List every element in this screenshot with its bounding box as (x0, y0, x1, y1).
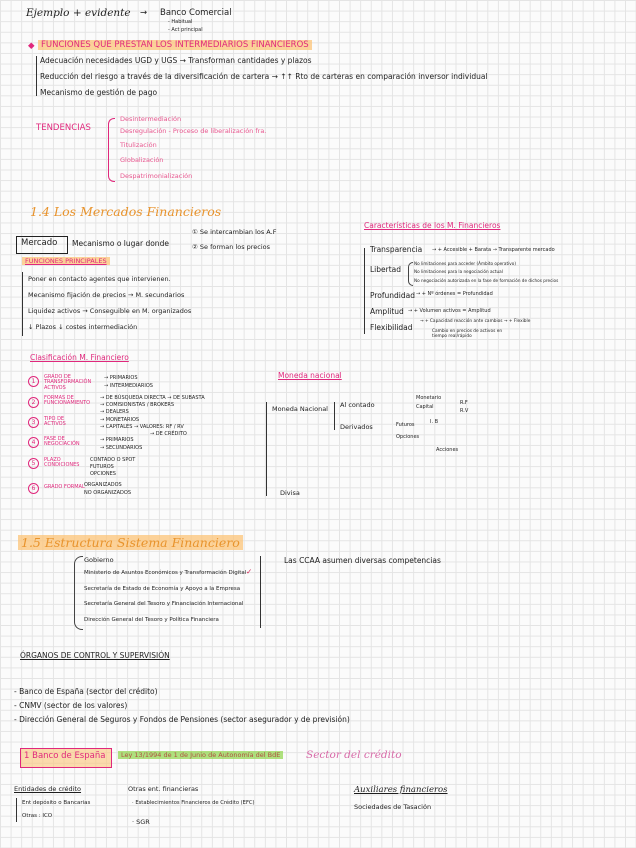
funcion-mercado-3: Liquidez activos → Conseguible en M. organizados (28, 307, 192, 315)
entidad-item-1: Ent depósito o Bancarias (22, 800, 91, 806)
num-1-icon: 1 (28, 376, 39, 387)
monetario: Monetario (416, 395, 442, 401)
clasif-4-opt-2: → SECUNDARIOS (100, 445, 143, 451)
capital: Capital (416, 404, 434, 410)
diamond-icon: ◆ (28, 41, 35, 51)
clasif-3-opt-3: → DE CRÉDITO (150, 431, 187, 437)
estructura-bracket-left (74, 556, 83, 630)
caract-libertad: Libertad (370, 265, 402, 274)
derivados: Derivados (340, 423, 373, 431)
organo-item-3: - Dirección General de Seguros y Fondos de Pensiones (sector asegurador y de previsión) (14, 715, 350, 724)
mercados-heading: 1.4 Los Mercados Financieros (30, 204, 222, 219)
moneda-nacional: Moneda Nacional (272, 405, 328, 413)
otras-item-1: · Establecimientos Financieros de Crédito (EFC) (132, 800, 255, 806)
estructura-item-2: Ministerio de Asuntos Económicos y Transformación Digital (84, 570, 247, 576)
moneda-heading: Moneda nacional (278, 371, 342, 380)
caract-transparencia: Transparencia (370, 245, 423, 254)
clasif-3-opt-1: → MONETARIOS (100, 417, 140, 423)
organo-item-1: - Banco de España (sector del crédito) (14, 687, 158, 696)
moneda-nacional-bracket (334, 402, 335, 430)
tendencia-item-5: Despatrimonialización (120, 172, 193, 180)
act-principal-note: - Act principal (168, 27, 203, 33)
caract-profundidad-note: → + Nº órdenes = Profundidad (416, 291, 493, 297)
clasif-2-opt-3: → DEALERS (100, 409, 129, 415)
clasif-1-opt-1: → PRIMARIOS (104, 375, 138, 381)
num-4-icon: 4 (28, 437, 39, 448)
estructura-heading: 1.5 Estructura Sistema Financiero (18, 536, 243, 549)
funciones-mercado-bracket (22, 272, 23, 336)
caract-profundidad: Profundidad (370, 291, 416, 300)
funcion-item-1: Adecuación necesidades UGD y UGS → Transforman cantidades y plazos (40, 56, 312, 65)
banco-comercial: Banco Comercial (160, 8, 232, 18)
num-2-icon: 2 (28, 397, 39, 408)
example-title: Ejemplo + evidente (26, 7, 131, 19)
organos-heading: ÓRGANOS DE CONTROL Y SUPERVISIÓN (20, 651, 170, 660)
estructura-item-5: Dirección General del Tesoro y Política Financiera (84, 617, 219, 623)
clasif-5-opt-3: OPCIONES (90, 471, 116, 477)
clasif-1-label: GRADO DE TRANSFORMACIÓN ACTIVOS (44, 374, 92, 391)
clasif-6-opt-2: NO ORGANIZADOS (84, 490, 131, 496)
clasif-5-label: PLAZO CONDICIONES (44, 457, 80, 469)
funcion-item-3: Mecanismo de gestión de pago (40, 88, 158, 97)
caracteristicas-heading: Características de los M. Financieros (364, 221, 501, 230)
estructura-bracket-right (260, 556, 261, 628)
clasificacion-heading: Clasificación M. Financiero (30, 353, 129, 362)
rv: R.V (460, 408, 469, 414)
caract-flexibilidad: Flexibilidad (370, 323, 413, 332)
clasif-3-label: TIPO DE ACTIVOS (44, 416, 66, 428)
sub-ib: I. B (430, 419, 439, 425)
clasif-3-opt-2: → CAPITALES → VALORES: RF / RV (100, 424, 184, 430)
caract-transparencia-note: → + Accesible + Barata → Transparente mercado (432, 247, 555, 253)
tendencia-item-3: Titulización (120, 141, 157, 149)
libertad-note-2: No limitaciones para la negociación actual (414, 269, 503, 274)
num-5-icon: 5 (28, 458, 39, 469)
caract-flexibilidad-note: → + Capacidad reacción ante cambios → + Flexible (420, 319, 531, 324)
mercado-def-2: ② Se forman los precios (192, 243, 271, 251)
num-3-icon: 3 (28, 417, 39, 428)
clasif-6-opt-1: ORGANIZADOS (84, 482, 122, 488)
caract-amplitud: Amplitud (370, 307, 404, 316)
ley-note: Ley 13/1994 de 1 de Junio de Autonomía del BdE (118, 752, 283, 759)
clasif-2-label: FORMAS DE FUNCIONAMIENTO (44, 395, 91, 407)
caract-amplitud-note: → + Volumen activos = Amplitud (408, 308, 491, 314)
clasif-5-opt-2: FUTUROS (90, 464, 114, 470)
sub-acciones: Acciones (436, 447, 459, 453)
funcion-item-2: Reducción del riesgo a través de la diversificación de cartera → ↑↑ Rto de carteras en comparación inversor individual (40, 72, 488, 81)
entidad-item-2: Otras : ICO (22, 813, 53, 819)
al-contado: Al contado (340, 401, 375, 409)
funciones-heading: FUNCIONES QUE PRESTAN LOS INTERMEDIARIOS FINANCIEROS (38, 41, 312, 50)
clasif-4-opt-1: → PRIMARIOS (100, 437, 134, 443)
estructura-item-3: Secretaría de Estado de Economía y Apoyo a la Empresa (84, 586, 241, 592)
auxiliar-item-1: Sociedades de Tasación (354, 803, 432, 811)
funcion-mercado-1: Poner en contacto agentes que intervienen. (28, 275, 171, 283)
habitual-note: - Habitual (168, 19, 193, 25)
auxiliares-heading: Auxiliares financieros (354, 785, 448, 795)
clasif-2-opt-2: → COMISIONISTAS / BROKERS (100, 402, 175, 408)
clasif-5-opt-1: CONTADO O SPOT (90, 457, 136, 463)
check-icon: ✓ (246, 567, 253, 576)
futuros: Futuros (396, 422, 415, 428)
sector-credito: Sector del crédito (306, 749, 402, 761)
num-6-icon: 6 (28, 483, 39, 494)
ccaa-note: Las CCAA asumen diversas competencias (284, 556, 441, 565)
funciones-principales-heading: FUNCIONES PRINCIPALES (22, 258, 110, 265)
tendencias-label: TENDENCIAS (36, 123, 91, 133)
funciones-bracket (36, 56, 37, 96)
arrow-icon: → (140, 8, 148, 18)
otras-heading: Otras ent. financieras (128, 785, 199, 793)
opciones: Opciones (396, 434, 420, 440)
tendencia-item-1: Desintermediación (120, 115, 182, 123)
mercado-def-1: ① Se intercambian los A.F (192, 228, 277, 236)
moneda-bracket (266, 402, 267, 496)
tendencias-bracket (108, 118, 115, 182)
mercado-definition: Mecanismo o lugar donde (72, 239, 169, 248)
flex-note: Cambio en precios de activos en tiempo real/rápido (432, 329, 503, 339)
libertad-bracket (408, 262, 413, 286)
divisa: Divisa (280, 489, 300, 497)
mercado-label: Mercado (21, 238, 58, 248)
libertad-note-1: No limitaciones para acceder (Ámbito operativo) (414, 261, 516, 266)
libertad-note-3: No negociación autorizada en la fase de formación de dichos precios (414, 278, 559, 283)
entidades-bracket (16, 798, 17, 822)
tendencia-item-2: Desregulación - Proceso de liberalización fra. (120, 127, 267, 135)
tendencia-item-4: Globalización (120, 156, 164, 164)
rf: R.F (460, 400, 468, 406)
caracteristicas-bracket (364, 248, 365, 334)
estructura-item-4: Secretaría General del Tesoro y Financiación Internacional (84, 601, 244, 607)
otras-item-2: · SGR (132, 818, 150, 826)
clasif-4-label: FASE DE NEGOCIACIÓN (44, 436, 80, 448)
entidades-heading: Entidades de crédito (14, 785, 82, 793)
funcion-mercado-2: Mecanismo fijación de precios → M. secundarios (28, 291, 185, 299)
clasif-6-label: GRADO FORMAL (44, 484, 85, 490)
clasif-1-opt-2: → INTERMEDIARIOS (104, 383, 153, 389)
organo-item-2: - CNMV (sector de los valores) (14, 701, 128, 710)
estructura-item-1: Gobierno (84, 556, 114, 564)
banco-espana-heading: 1 Banco de España (24, 751, 106, 761)
clasif-2-opt-1: → DE BÚSQUEDA DIRECTA → DE SUBASTA (100, 395, 205, 401)
funcion-mercado-4: ↓ Plazos ↓ costes intermediación (28, 323, 138, 331)
